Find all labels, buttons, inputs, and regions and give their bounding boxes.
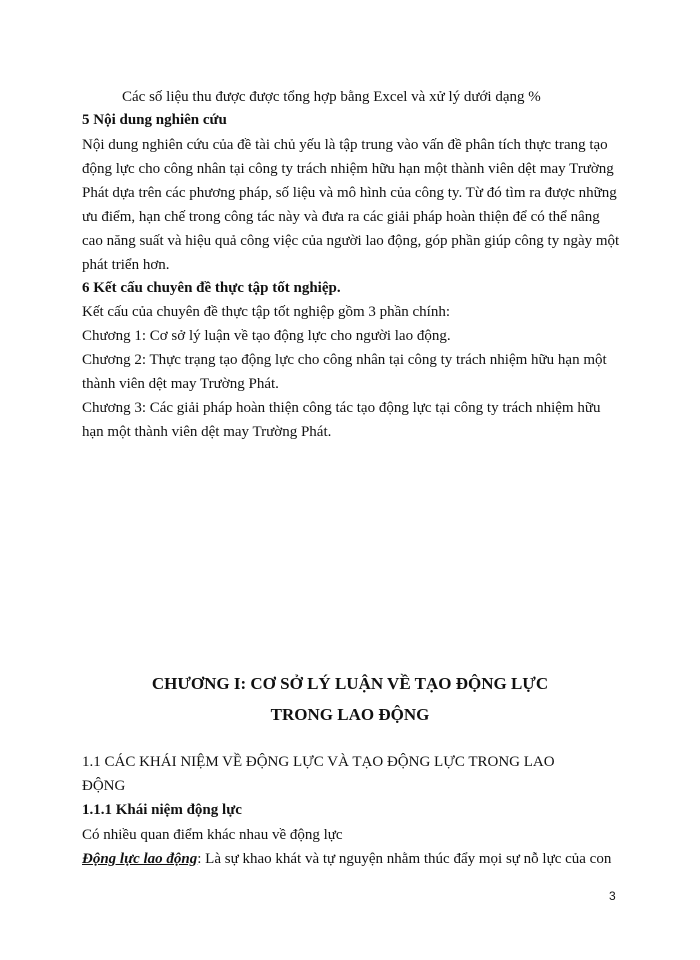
section-1-1-1-line-1: Có nhiều quan điểm khác nhau về động lực: [82, 827, 343, 843]
section-5-line-3: Phát dựa trên các phương pháp, số liệu và mô hình của công ty. Từ đó tìm ra được những: [82, 185, 617, 201]
section-6-heading: 6 Kết cấu chuyên đề thực tập tốt nghiệp.: [82, 280, 341, 296]
chapter-title-line-1: CHƯƠNG I: CƠ SỞ LÝ LUẬN VỀ TẠO ĐỘNG LỰC: [151, 674, 549, 693]
page-number: 3: [609, 889, 616, 903]
section-5-line-5: cao năng suất và hiệu quả công việc của người lao động, góp phần giúp công ty ngày một: [82, 233, 620, 249]
section-6-line-5: Chương 3: Các giải pháp hoàn thiện công tác tạo động lực tại công ty trách nhiệm hữu: [82, 400, 601, 416]
chapter-title-line-2: TRONG LAO ĐỘNG: [270, 705, 430, 724]
section-6-line-6: hạn một thành viên dệt may Trường Phát.: [82, 424, 332, 440]
section-5-line-1: Nội dung nghiên cứu của đề tài chủ yếu là tập trung vào vấn đề phân tích thực trang tạo: [82, 137, 608, 153]
definition-line: [82, 849, 611, 869]
intro-line: Các số liệu thu được được tổng hợp bằng Excel và xử lý dưới dạng %: [122, 89, 541, 105]
section-6-line-1: Kết cấu của chuyên đề thực tập tốt nghiệp gồm 3 phần chính:: [82, 304, 451, 320]
section-6-line-3: Chương 2: Thực trạng tạo động lực cho công nhân tại công ty trách nhiệm hữu hạn một: [82, 352, 607, 368]
term-motivation: Động lực lao động: [82, 851, 198, 867]
section-5-line-2: động lực cho công nhân tại công ty trách nhiệm hữu hạn một thành viên dệt may Trường: [82, 161, 614, 177]
section-1-1-heading-line-1: 1.1 CÁC KHÁI NIỆM VỀ ĐỘNG LỰC VÀ TẠO ĐỘNG LỰC TRONG LAO: [82, 754, 555, 770]
section-5-heading: 5 Nội dung nghiên cứu: [82, 112, 227, 128]
section-1-1-heading-line-2: ĐỘNG: [82, 778, 126, 794]
section-1-1-1-heading: 1.1.1 Khái niệm động lực: [82, 802, 242, 818]
section-6-line-4: thành viên dệt may Trường Phát.: [82, 376, 279, 392]
term-definition: : Là sự khao khát và tự nguyện nhằm thúc đẩy mọi sự nỗ lực của con: [197, 851, 612, 867]
section-6-line-2: Chương 1: Cơ sở lý luận về tạo động lực cho người lao động.: [82, 328, 451, 344]
section-5-line-6: phát triển hơn.: [82, 257, 170, 273]
section-5-line-4: ưu điểm, hạn chế trong công tác này và đưa ra các giải pháp hoàn thiện để có thể nâng: [82, 209, 600, 225]
